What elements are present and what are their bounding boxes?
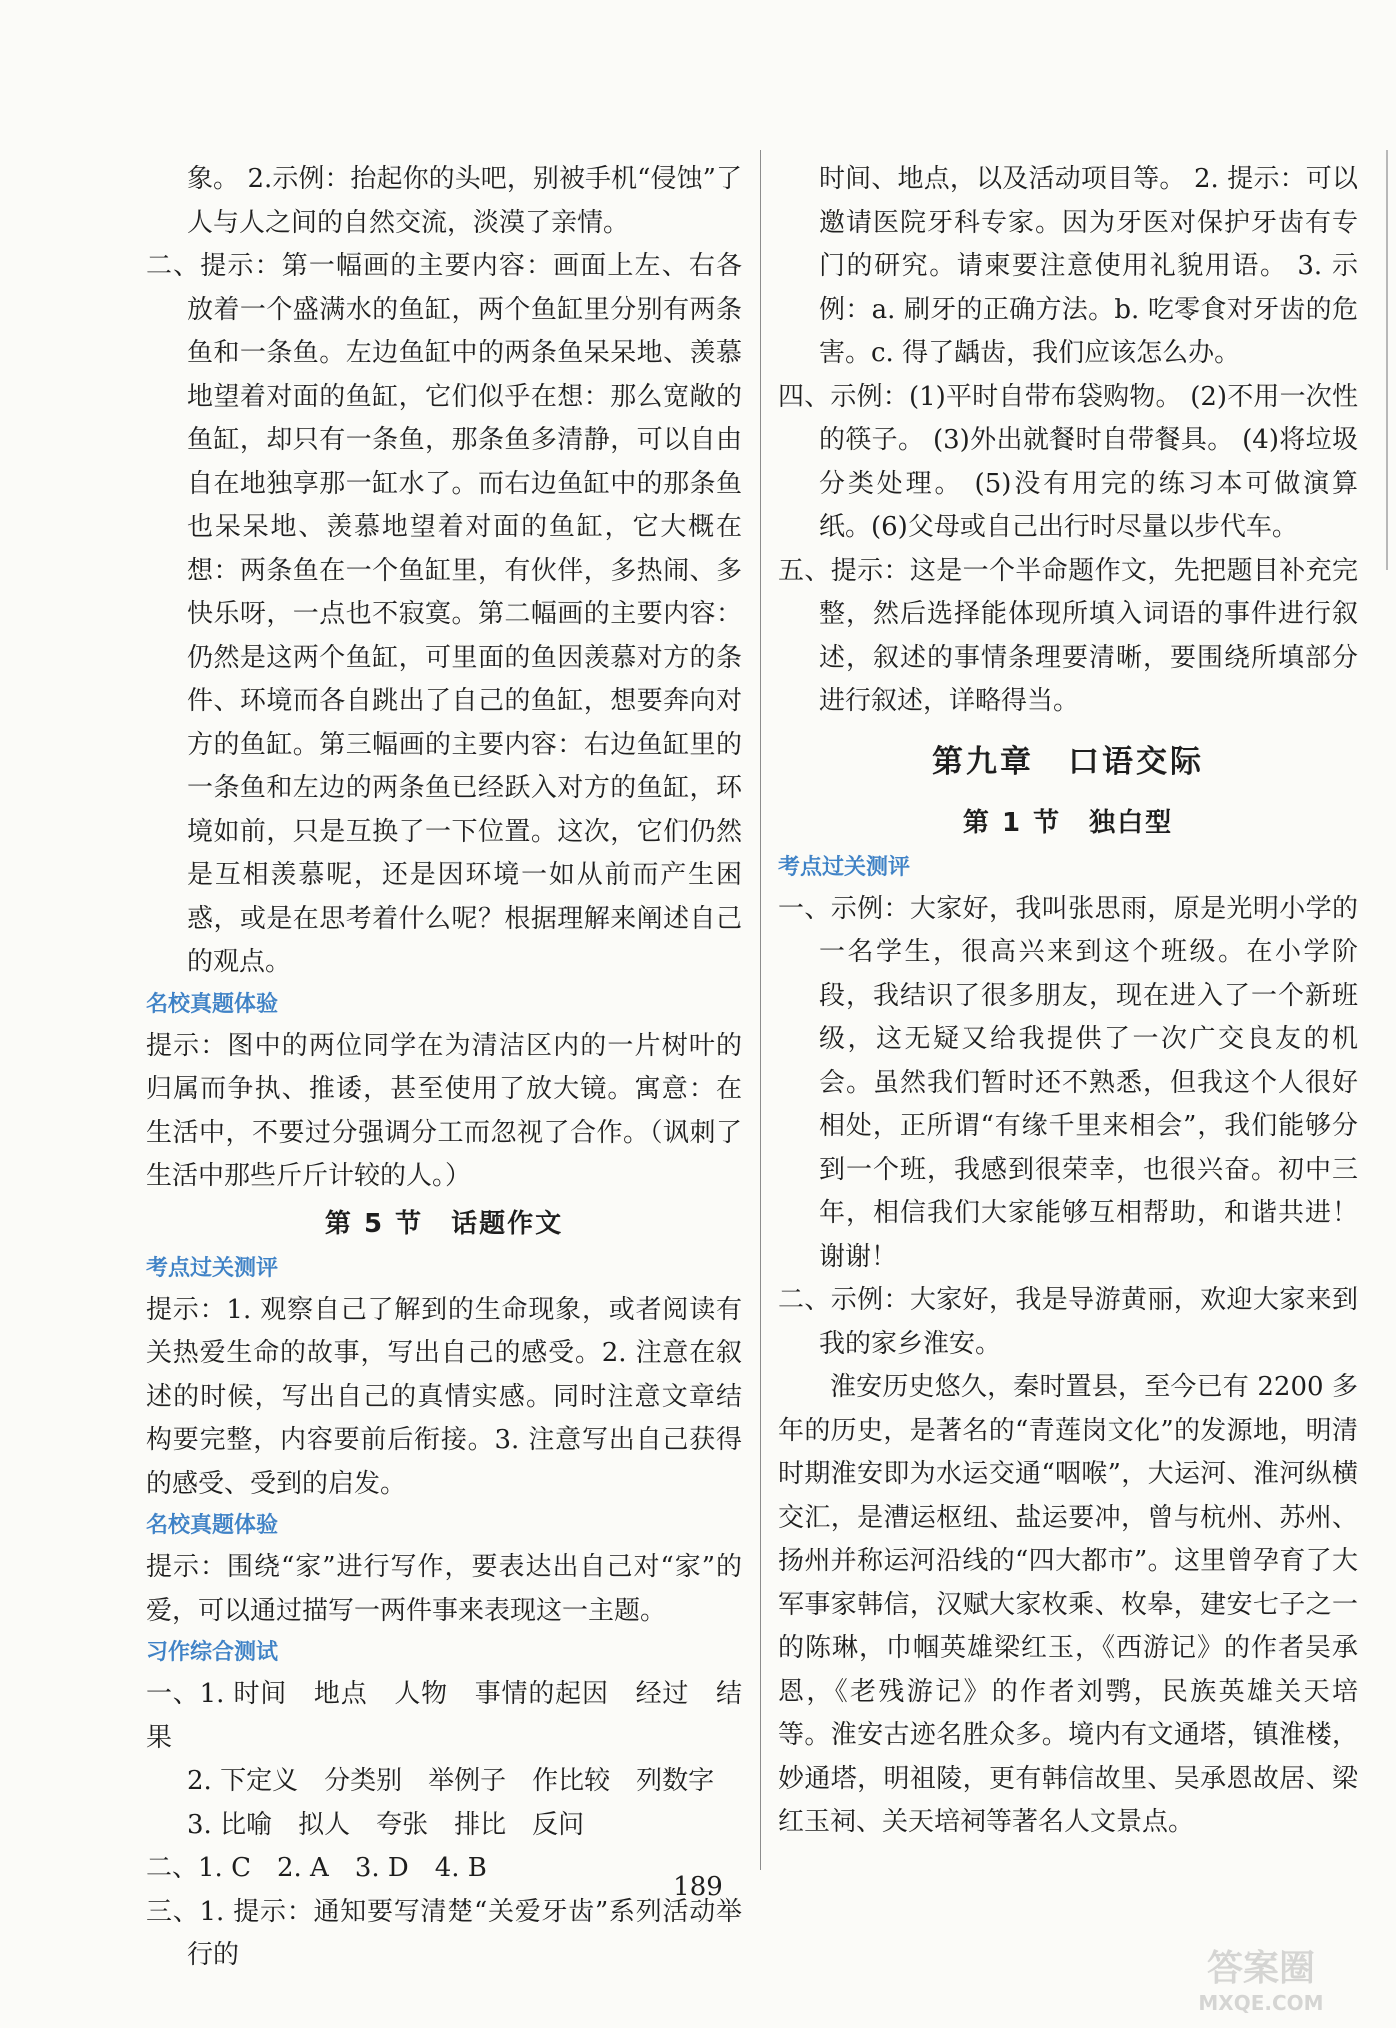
- section-label: 习作综合测试: [146, 1640, 279, 1665]
- answer-line: 二、1. C 2. A 3. D 4. B: [146, 1853, 487, 1883]
- left-column: [146, 158, 742, 1978]
- answer-line: 一、1. 时间 地点 人物 事情的起因 经过 结果: [146, 1679, 742, 1753]
- paragraph: 五、提示：这是一个半命题作文，先把题目补充完整，然后选择能体现所填入词语的事件进行叙述，叙述的事情条理要清晰，要围绕所填部分进行叙述，详略得当。: [778, 555, 1358, 716]
- chapter-heading: 第九章 口语交际: [932, 743, 1204, 780]
- page-edge-line: [1386, 150, 1388, 570]
- watermark-text: 答案圈: [1206, 1948, 1316, 1989]
- section-label: 考点过关测评: [146, 1255, 279, 1281]
- watermark-url: MXQE.COM: [1198, 1991, 1324, 2015]
- answer-line: 3. 比喻 拟人 夸张 排比 反问: [187, 1809, 585, 1840]
- paragraph: 二、提示：第一幅画的主要内容：画面上左、右各放着一个盛满水的鱼缸，两个鱼缸里分别有两条鱼和一条鱼。左边鱼缸中的两条鱼呆呆地、羡慕地望着对面的鱼缸，它们似乎在想：那么宽敞的鱼缸，却只有一条鱼，那条鱼多清静，可以自由自在地独享那一缸水了。而右边鱼缸中的那条鱼也呆呆地、羡慕地望着对面的鱼缸，它大概在想：两条鱼在一个鱼缸里，有伙伴，多热闹、多快乐呀，一点也不寂寞。第二幅画的主要内容：仍然是这两个鱼缸，可里面的鱼因羡慕对方的条件、环境而各自跳出了自己的鱼缸，想要奔向对方的鱼缸。第三幅画的主要内容：右边鱼缸里的一条鱼和左边的两条鱼已经跃入对方的鱼缸，环境如前，只是互换了一下位置。这次，它们仍然是互相羡慕呢，还是因环境一如从前而产生困惑，或是在思考着什么呢？根据理解来阐述自己的观点。: [146, 251, 742, 977]
- paragraph: 时间、地点，以及活动项目等。 2. 提示：可以邀请医院牙科专家。因为牙医对保护牙齿有专门的研究。请柬要注意使用礼貌用语。 3. 示例：a. 刷牙的正确方法。b. 吃零食对牙齿的危害。c. 得了龋齿，我们应该怎么办。: [819, 164, 1358, 368]
- paragraph: 提示：1. 观察自己了解到的生命现象，或者阅读有关热爱生命的故事，写出自己的感受。2. 注意在叙述的时候，写出自己的真情实感。同时注意文章结构要完整，内容要前后衔接。3. 注意写出自己获得的感受、受到的启发。: [146, 1294, 742, 1499]
- page-number: 189: [673, 1872, 723, 1902]
- section-heading: 第 1 节 独白型: [962, 807, 1174, 838]
- paragraph: 象。 2.示例：抬起你的头吧，别被手机“侵蚀”了人与人之间的自然交流，淡漠了亲情。: [187, 164, 742, 238]
- section-label: 名校真题体验: [146, 1513, 279, 1538]
- paragraph: 淮安历史悠久，秦时置县，至今已有 2200 多年的历史，是著名的“青莲岗文化”的发源地，明清时期淮安即为水运交通“咽喉”，大运河、淮河纵横交汇，是漕运枢纽、盐运要冲，曾与杭州、苏州、扬州并称运河沿线的“四大都市”。这里曾孕育了大军事家韩信，汉赋大家枚乘、枚皋，建安七子之一的陈琳，巾帼英雄梁红玉，《西游记》的作者吴承恩，《老残游记》的作者刘鹗，民族英雄关天培等。淮安古迹名胜众多。境内有文通塔，镇淮楼，妙通塔，明祖陵，更有韩信故里、吴承恩故居、梁红玉祠、关天培祠等著名人文景点。: [778, 1372, 1358, 1837]
- section-heading: 第 5 节 话题作文: [324, 1208, 564, 1239]
- paragraph: 二、示例：大家好，我是导游黄丽，欢迎大家来到我的家乡淮安。: [778, 1285, 1358, 1359]
- paragraph: 提示：围绕“家”进行写作，要表达出自己对“家”的爱，可以通过描写一两件事来表现这一主题。: [146, 1552, 742, 1626]
- paragraph: 提示：图中的两位同学在为清洁区内的一片树叶的归属而争执、推诿，甚至使用了放大镜。寓意：在生活中，不要过分强调分工而忽视了合作。（讽刺了生活中那些斤斤计较的人。）: [146, 1030, 742, 1191]
- paragraph: 四、示例：(1)平时自带布袋购物。 (2)不用一次性的筷子。 (3)外出就餐时自带餐具。 (4)将垃圾分类处理。 (5)没有用完的练习本可做演算纸。(6)父母或自己出行时尽量以步代车。: [778, 381, 1358, 542]
- section-label: 名校真题体验: [146, 991, 279, 1017]
- paragraph: 一、示例：大家好，我叫张思雨，原是光明小学的一名学生，很高兴来到这个班级。在小学阶段，我结识了很多朋友，现在进入了一个新班级，这无疑又给我提供了一次广交良友的机会。虽然我们暂时还不熟悉，但我这个人很好相处，正所谓“有缘千里来相会”，我们能够分到一个班，我感到很荣幸，也很兴奋。初中三年，相信我们大家能够互相帮助，和谐共进！谢谢！: [778, 893, 1358, 1272]
- watermark-logo: [1156, 1940, 1366, 2018]
- answer-line: 2. 下定义 分类别 举例子 作比较 列数字: [187, 1766, 715, 1796]
- right-column: [778, 158, 1358, 1845]
- section-label: 考点过关测评: [778, 854, 911, 880]
- paragraph: 三、1. 提示：通知要写清楚“关爱牙齿”系列活动举行的: [146, 1896, 742, 1970]
- column-divider: [760, 150, 761, 1870]
